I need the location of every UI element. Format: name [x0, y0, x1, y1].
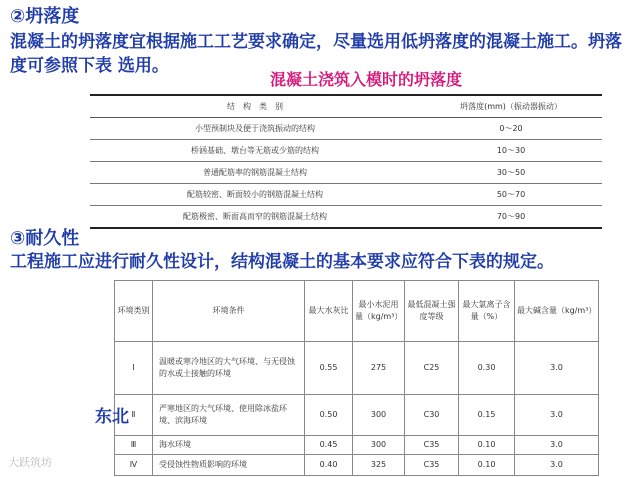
durability-cell: 0.45 — [305, 436, 353, 455]
table-row — [115, 455, 599, 476]
durability-cell: Ⅰ — [115, 342, 153, 395]
table-row — [90, 162, 602, 184]
durability-paragraph: 工程施工应进行耐久性设计，结构混凝土的基本要求应符合下表的规定。 — [10, 252, 554, 272]
durability-cell: Ⅳ — [115, 455, 153, 476]
durability-cell: 严寒地区的大气环境、使用除冰盐环境、滨海环境 — [153, 395, 305, 436]
durability-header-min-cement: 最小水泥用量（kg/m³） — [353, 281, 405, 342]
durability-cell: C30 — [405, 395, 459, 436]
slump-cell-value: 10～30 — [420, 140, 602, 162]
durability-header-env-class: 环境类别 — [115, 281, 153, 342]
slump-table-header-row — [90, 95, 602, 118]
durability-cell: 0.55 — [305, 342, 353, 395]
table-row — [115, 436, 599, 455]
slump-cell-structure: 配筋较密、断面较小的钢筋混凝土结构 — [90, 184, 420, 206]
slump-cell-value: 50～70 — [420, 184, 602, 206]
durability-cell: Ⅱ — [115, 395, 153, 436]
region-label: 东北 — [95, 407, 129, 427]
durability-header-env-condition: 环境条件 — [153, 281, 305, 342]
slump-header-value: 坍落度(mm)（振动器振动） — [420, 95, 602, 118]
durability-cell: 海水环境 — [153, 436, 305, 455]
durability-header-max-chloride: 最大氯离子含量（%） — [459, 281, 515, 342]
slump-table-title: 混凝土浇筑入模时的坍落度 — [270, 70, 463, 89]
durability-header-max-wc-ratio: 最大水灰比 — [305, 281, 353, 342]
table-row — [90, 184, 602, 206]
durability-cell: 275 — [353, 342, 405, 395]
section-heading-slump: ②坍落度 — [10, 6, 80, 27]
table-row — [115, 395, 599, 436]
durability-cell: C35 — [405, 436, 459, 455]
durability-table — [114, 280, 599, 476]
table-row — [115, 342, 599, 395]
table-row — [90, 118, 602, 140]
durability-cell: C25 — [405, 342, 459, 395]
durability-cell: 300 — [353, 395, 405, 436]
table-row — [90, 140, 602, 162]
table-row — [90, 206, 602, 229]
slump-cell-value: 0～20 — [420, 118, 602, 140]
durability-cell: C35 — [405, 455, 459, 476]
durability-cell: 325 — [353, 455, 405, 476]
slump-cell-structure: 配筋极密、断面高而窄的钢筋混凝土结构 — [90, 206, 420, 229]
slump-cell-structure: 普通配筋率的钢筋混凝土结构 — [90, 162, 420, 184]
durability-cell: 0.10 — [459, 436, 515, 455]
durability-cell: 3.0 — [515, 436, 599, 455]
durability-table-header-row — [115, 281, 599, 342]
durability-cell: Ⅲ — [115, 436, 153, 455]
durability-cell: 温暖或寒冷地区的大气环境、与无侵蚀的水或土接触的环境 — [153, 342, 305, 395]
durability-header-min-strength: 最低混凝土强度等级 — [405, 281, 459, 342]
durability-cell: 3.0 — [515, 455, 599, 476]
slump-header-structure: 结 构 类 别 — [90, 95, 420, 118]
durability-cell: 0.40 — [305, 455, 353, 476]
durability-cell: 0.10 — [459, 455, 515, 476]
durability-cell: 3.0 — [515, 395, 599, 436]
durability-cell: 0.15 — [459, 395, 515, 436]
watermark: 大跃筑坊 — [8, 456, 52, 469]
section-heading-durability: ③耐久性 — [10, 228, 80, 249]
slump-cell-value: 30～50 — [420, 162, 602, 184]
durability-header-max-alkali: 最大碱含量（kg/m³） — [515, 281, 599, 342]
durability-cell: 0.50 — [305, 395, 353, 436]
slump-table — [90, 94, 602, 229]
slump-cell-value: 70～90 — [420, 206, 602, 229]
slump-cell-structure: 桥涵基础、墩台等无筋或少筋的结构 — [90, 140, 420, 162]
slump-cell-structure: 小型预制块及便于浇筑振动的结构 — [90, 118, 420, 140]
slump-paragraph: 混凝土的坍落度宜根据施工工艺要求确定，尽量选用低坍落度的混凝土施工。坍落度可参照下表 选用。 — [10, 32, 622, 76]
durability-cell: 0.30 — [459, 342, 515, 395]
durability-cell: 3.0 — [515, 342, 599, 395]
durability-cell: 300 — [353, 436, 405, 455]
durability-cell: 受侵蚀性物质影响的环境 — [153, 455, 305, 476]
